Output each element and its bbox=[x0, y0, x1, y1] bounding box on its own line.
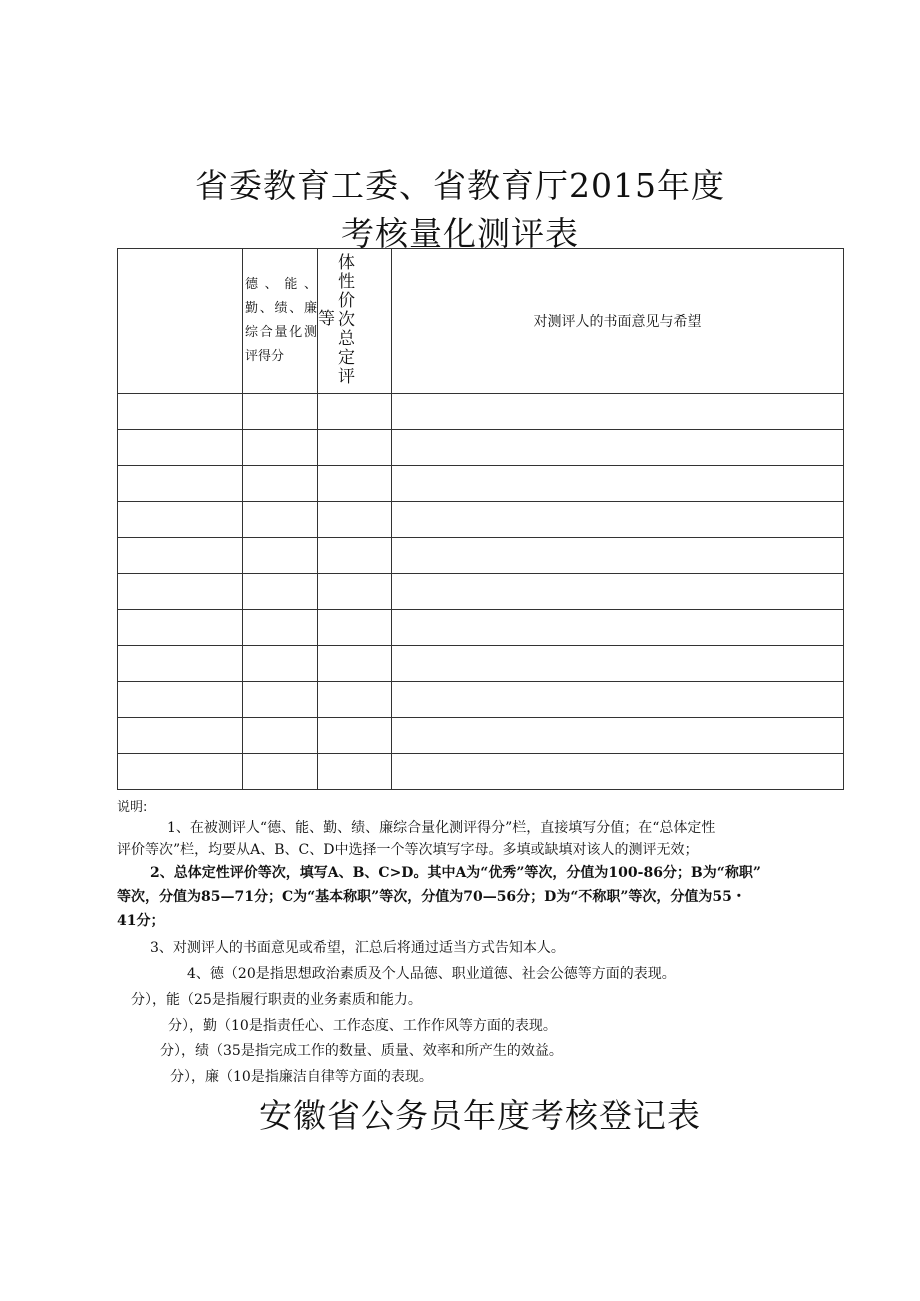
name-cell[interactable] bbox=[118, 466, 243, 502]
table-row bbox=[118, 754, 844, 790]
name-cell[interactable] bbox=[118, 538, 243, 574]
note-item4-line5: 分），廉（10是指廉洁自律等方面的表现。 bbox=[170, 1069, 433, 1085]
score-cell[interactable] bbox=[243, 646, 318, 682]
bottom-title: 安徽省公务员年度考核登记表 bbox=[259, 1096, 701, 1135]
opinion-cell[interactable] bbox=[392, 718, 844, 754]
opinion-cell[interactable] bbox=[392, 682, 844, 718]
opinion-cell[interactable] bbox=[392, 394, 844, 430]
note-item4-line2: 分），能（25是指履行职责的业务素质和能力。 bbox=[131, 992, 422, 1008]
grade-cell[interactable] bbox=[318, 682, 392, 718]
score-cell[interactable] bbox=[243, 466, 318, 502]
opinion-cell[interactable] bbox=[392, 574, 844, 610]
score-cell[interactable] bbox=[243, 502, 318, 538]
header-name-cell bbox=[118, 249, 243, 394]
table-row bbox=[118, 538, 844, 574]
header-score-label: 德、能、勤、绩、廉综合量化测评得分 bbox=[245, 277, 317, 364]
score-cell[interactable] bbox=[243, 430, 318, 466]
evaluation-table bbox=[117, 248, 844, 790]
note-item4-line4: 分），绩（35是指完成工作的数量、质量、效率和所产生的效益。 bbox=[160, 1043, 563, 1059]
notes-label: 说明: bbox=[117, 800, 148, 815]
note-item3: 3、对测评人的书面意见或希望，汇总后将通过适当方式告知本人。 bbox=[150, 940, 565, 956]
score-cell[interactable] bbox=[243, 754, 318, 790]
page-title-line1: 省委教育工委、省教育厅2015年度 bbox=[195, 166, 725, 205]
note-item2-line2: 等次，分值为85—71分；C为“基本称职”等次，分值为70—56分；D为“不称职”等次，分值为55・ bbox=[117, 889, 746, 905]
name-cell[interactable] bbox=[118, 502, 243, 538]
table-row bbox=[118, 718, 844, 754]
note-item4-line3: 分），勤（10是指责任心、工作态度、工作作风等方面的表现。 bbox=[168, 1018, 557, 1034]
grade-cell[interactable] bbox=[318, 538, 392, 574]
header-score-cell bbox=[243, 249, 318, 394]
table-row bbox=[118, 574, 844, 610]
header-grade-cell bbox=[318, 249, 392, 394]
score-cell[interactable] bbox=[243, 538, 318, 574]
table-row bbox=[118, 466, 844, 502]
table-row bbox=[118, 610, 844, 646]
score-cell[interactable] bbox=[243, 718, 318, 754]
score-cell[interactable] bbox=[243, 394, 318, 430]
grade-cell[interactable] bbox=[318, 646, 392, 682]
table-row bbox=[118, 430, 844, 466]
name-cell[interactable] bbox=[118, 754, 243, 790]
header-grade-side-label: 等 bbox=[318, 309, 335, 329]
grade-cell[interactable] bbox=[318, 502, 392, 538]
grade-cell[interactable] bbox=[318, 754, 392, 790]
note-item1-line2: 评价等次”栏，均要从A、B、C、D中选择一个等次填写字母。多填或缺填对该人的测评无效； bbox=[117, 842, 699, 858]
grade-cell[interactable] bbox=[318, 610, 392, 646]
name-cell[interactable] bbox=[118, 394, 243, 430]
opinion-cell[interactable] bbox=[392, 466, 844, 502]
name-cell[interactable] bbox=[118, 646, 243, 682]
name-cell[interactable] bbox=[118, 682, 243, 718]
page-title-line2: 考核量化测评表 bbox=[341, 214, 579, 253]
note-item2-line1: 2、总体定性评价等次，填写A、B、C>D。其中A为“优秀”等次，分值为100-86分；B为“称职” bbox=[150, 865, 761, 881]
table-row bbox=[118, 394, 844, 430]
table-header-row bbox=[118, 249, 844, 394]
name-cell[interactable] bbox=[118, 718, 243, 754]
table-row bbox=[118, 682, 844, 718]
note-item1-line1: 1、在被测评人“德、能、勤、绩、廉综合量化测评得分”栏，直接填写分值；在“总体定性 bbox=[167, 820, 716, 836]
header-grade-vertical-label: 体性价次总定评 bbox=[338, 253, 355, 387]
score-cell[interactable] bbox=[243, 610, 318, 646]
name-cell[interactable] bbox=[118, 574, 243, 610]
opinion-cell[interactable] bbox=[392, 610, 844, 646]
score-cell[interactable] bbox=[243, 682, 318, 718]
name-cell[interactable] bbox=[118, 610, 243, 646]
grade-cell[interactable] bbox=[318, 574, 392, 610]
grade-cell[interactable] bbox=[318, 718, 392, 754]
score-cell[interactable] bbox=[243, 574, 318, 610]
table-row bbox=[118, 646, 844, 682]
name-cell[interactable] bbox=[118, 430, 243, 466]
grade-cell[interactable] bbox=[318, 466, 392, 502]
grade-cell[interactable] bbox=[318, 430, 392, 466]
opinion-cell[interactable] bbox=[392, 646, 844, 682]
opinion-cell[interactable] bbox=[392, 754, 844, 790]
opinion-cell[interactable] bbox=[392, 430, 844, 466]
table-row bbox=[118, 502, 844, 538]
header-opinion-cell: 对测评人的书面意见与希望 bbox=[392, 249, 844, 394]
opinion-cell[interactable] bbox=[392, 502, 844, 538]
grade-cell[interactable] bbox=[318, 394, 392, 430]
note-item4-line1: 4、德（20是指思想政治素质及个人品德、职业道德、社会公德等方面的表现。 bbox=[187, 966, 676, 982]
note-item2-line3: 41分； bbox=[117, 913, 165, 929]
opinion-cell[interactable] bbox=[392, 538, 844, 574]
